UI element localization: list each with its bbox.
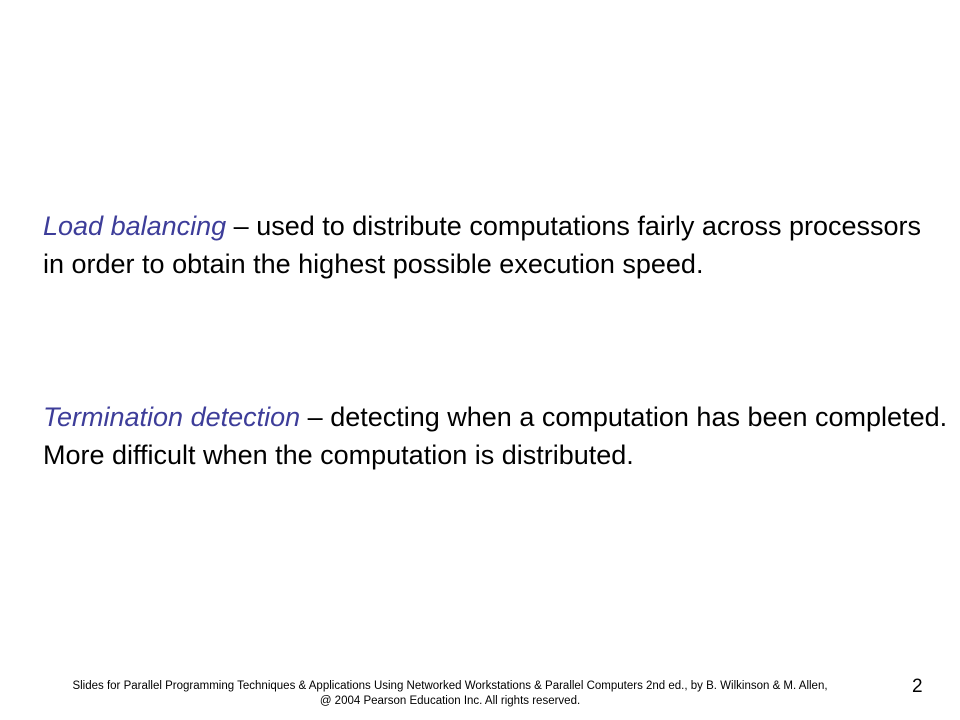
termination-detection-term: Termination detection <box>43 402 301 432</box>
termination-detection-definition: – detecting when a computation has been completed. More difficult when the computation is distributed. <box>43 402 948 470</box>
footer-citation: Slides for Parallel Programming Techniques & Applications Using Networked Workstations & Parallel Computers 2nd ed., by B. Wilkinson & M. Allen, <box>72 680 828 692</box>
load-balancing-definition: – used to distribute computations fairly across processors in order to obtain the highest possible execution speed. <box>43 211 921 279</box>
load-balancing-term: Load balancing <box>43 211 227 241</box>
footer-copyright: @ 2004 Pearson Education Inc. All rights reserved. <box>319 695 581 707</box>
termination-detection-paragraph <box>43 398 948 474</box>
slide-footer <box>40 679 860 709</box>
page-number: 2 <box>912 676 923 697</box>
load-balancing-paragraph <box>43 207 948 283</box>
